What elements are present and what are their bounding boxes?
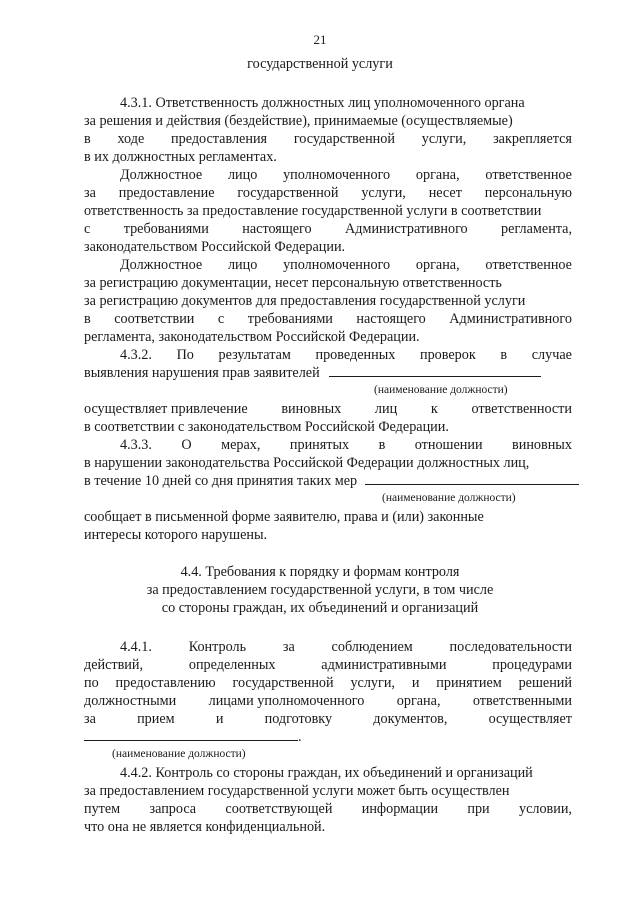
word: за — [84, 185, 96, 201]
fill-in-blank — [84, 728, 298, 741]
word: государственной — [237, 185, 339, 201]
section-heading-4-4-line-2: за предоставлением государственной услуги, в том числе — [146, 582, 494, 598]
word: при — [467, 801, 490, 817]
para-a-line-2 — [84, 184, 572, 202]
word: отношении — [414, 437, 483, 453]
word: административными — [321, 657, 447, 673]
word: персональную — [484, 185, 572, 201]
word: Должностное — [120, 257, 203, 273]
sec-4-4-1-line-4 — [84, 692, 572, 710]
word: ходе — [117, 131, 145, 147]
word: к — [430, 401, 438, 417]
word: должностными — [84, 693, 177, 709]
word: ответственное — [485, 257, 572, 273]
position-hint: (наименование должности) — [374, 384, 508, 396]
word: уполномоченного — [283, 257, 391, 273]
word: государственной — [232, 675, 334, 691]
sec-4-3-1-line-1: 4.3.1. Ответственность должностных лиц уполномоченного органа — [120, 95, 525, 111]
word: услуги, — [361, 185, 406, 201]
word: ответственности — [471, 401, 572, 417]
sec-4-3-1-line-4: в их должностных регламентах. — [84, 149, 277, 165]
word: проверок — [419, 347, 476, 363]
word: настоящего — [356, 311, 426, 327]
sec-4-3-3-line-2: в нарушении законодательства Российской Федерации должностных лиц, — [84, 455, 530, 471]
word: и — [215, 711, 224, 727]
word: в — [378, 437, 386, 453]
sec-4-4-1-line-5 — [84, 710, 572, 728]
word: закрепляется — [493, 131, 572, 147]
sec-4-3-2-line-1 — [120, 346, 572, 364]
word: виновных — [281, 401, 342, 417]
word: органа, — [415, 257, 460, 273]
word: предоставлению — [115, 675, 216, 691]
sec-4-3-3-line-4: сообщает в письменной форме заявителю, права и (или) законные — [84, 509, 484, 525]
sec-4-4-2-line-1: 4.4.2. Контроль со стороны граждан, их объединений и организаций — [120, 765, 533, 781]
para-a-line-4 — [84, 220, 572, 238]
word: путем — [84, 801, 121, 817]
word: соблюдением — [331, 639, 413, 655]
word: принятием — [436, 675, 502, 691]
line-text: в течение 10 дней со дня принятия таких мер — [84, 473, 358, 489]
word: 4.4.1. — [120, 639, 152, 655]
word: соответствующей — [225, 801, 333, 817]
word: с — [217, 311, 225, 327]
word: случае — [531, 347, 572, 363]
word: Контроль — [188, 639, 247, 655]
word: мерах, — [221, 437, 261, 453]
word: последовательности — [449, 639, 572, 655]
word: процедурами — [492, 657, 572, 673]
sec-4-3-3-line-1 — [120, 436, 572, 454]
word: подготовку — [264, 711, 333, 727]
word: услуги, — [421, 131, 467, 147]
para-b-line-1 — [120, 256, 572, 274]
para-a-line-3: ответственность за предоставление государственной услуги в соответствии — [84, 203, 542, 219]
para-b-line-4 — [84, 310, 572, 328]
section-heading-4-4-line-1: 4.4. Требования к порядку и формам контроля — [180, 564, 460, 580]
word: осуществляет привлечение — [84, 401, 248, 417]
word: за — [282, 639, 295, 655]
word: регламента, — [501, 221, 572, 237]
para-b-line-5: регламента, законодательством Российской Федерации. — [84, 329, 420, 345]
para-a-line-1 — [120, 166, 572, 184]
sec-4-4-1-line-3 — [84, 674, 572, 692]
word: лиц — [374, 401, 398, 417]
word: О — [181, 437, 192, 453]
sec-4-4-1-line-1 — [120, 638, 572, 656]
fill-in-blank — [365, 472, 579, 485]
sec-4-3-3-line-5: интересы которого нарушены. — [84, 527, 268, 543]
word: 4.3.3. — [120, 437, 152, 453]
word: государственной — [293, 131, 395, 147]
word: проведенных — [315, 347, 396, 363]
word: соответствии — [114, 311, 195, 327]
word: уполномоченного — [283, 167, 391, 183]
word: прием — [137, 711, 175, 727]
word: определенных — [188, 657, 276, 673]
word: условии, — [518, 801, 572, 817]
word: действий, — [84, 657, 144, 673]
position-hint: (наименование должности) — [382, 492, 516, 504]
word: и — [411, 675, 420, 691]
sec-4-4-1-line-6 — [84, 728, 302, 746]
word: осуществляет — [488, 711, 572, 727]
position-hint: (наименование должности) — [112, 748, 246, 760]
word: в — [84, 131, 91, 147]
sec-4-3-3-line-3 — [84, 472, 579, 490]
word: услуги, — [350, 675, 395, 691]
sec-4-4-1-line-2 — [84, 656, 572, 674]
sec-4-4-2-line-2: за предоставлением государственной услуги может быть осуществлен — [84, 783, 510, 799]
word: органа, — [415, 167, 460, 183]
sec-4-4-2-line-3 — [84, 800, 572, 818]
word: ответственными — [472, 693, 572, 709]
line-end-period: . — [298, 729, 302, 745]
word: принятых — [289, 437, 350, 453]
word: 4.3.2. — [120, 347, 152, 363]
word: за — [84, 711, 96, 727]
fill-in-blank — [329, 364, 541, 377]
word: решений — [518, 675, 572, 691]
word: Должностное — [120, 167, 203, 183]
sec-4-3-1-line-2: за решения и действия (бездействие), принимаемые (осуществляемые) — [84, 113, 513, 129]
para-a-line-5: законодательством Российской Федерации. — [84, 239, 346, 255]
word: требованиями — [247, 311, 333, 327]
sec-4-3-2-line-2 — [84, 364, 541, 382]
sec-4-3-2-line-4: в соответствии с законодательством Российской Федерации. — [84, 419, 449, 435]
word: предоставления — [171, 131, 268, 147]
word: несет — [428, 185, 462, 201]
word: лицо — [227, 167, 258, 183]
word: результатам — [218, 347, 291, 363]
para-b-line-3: за регистрацию документов для предоставления государственной услуги — [84, 293, 526, 309]
word: в — [500, 347, 508, 363]
word: По — [176, 347, 194, 363]
word: органа, — [396, 693, 441, 709]
word: настоящего — [242, 221, 312, 237]
page-number: 21 — [313, 32, 327, 47]
sec-4-3-2-line-3 — [84, 400, 572, 418]
para-b-line-2: за регистрацию документации, несет персональную ответственность — [84, 275, 502, 291]
sec-4-3-1-line-3 — [84, 130, 572, 148]
word: предоставление — [118, 185, 215, 201]
word: с — [84, 221, 91, 237]
word: в — [84, 311, 91, 327]
word: лицами уполномоченного — [208, 693, 365, 709]
word: информации — [361, 801, 439, 817]
section-heading-4-4-line-3: со стороны граждан, их объединений и организаций — [161, 600, 479, 616]
continued-heading-line: государственной услуги — [247, 56, 393, 72]
word: виновных — [512, 437, 572, 453]
word: документов, — [373, 711, 448, 727]
word: ответственное — [485, 167, 572, 183]
word: запроса — [149, 801, 197, 817]
word: требованиями — [123, 221, 209, 237]
word: Административного — [345, 221, 468, 237]
word: лицо — [227, 257, 258, 273]
sec-4-4-2-line-4: что она не является конфиденциальной. — [84, 819, 326, 835]
word: по — [84, 675, 99, 691]
word: Административного — [449, 311, 572, 327]
line-text: выявления нарушения прав заявителей — [84, 365, 320, 381]
